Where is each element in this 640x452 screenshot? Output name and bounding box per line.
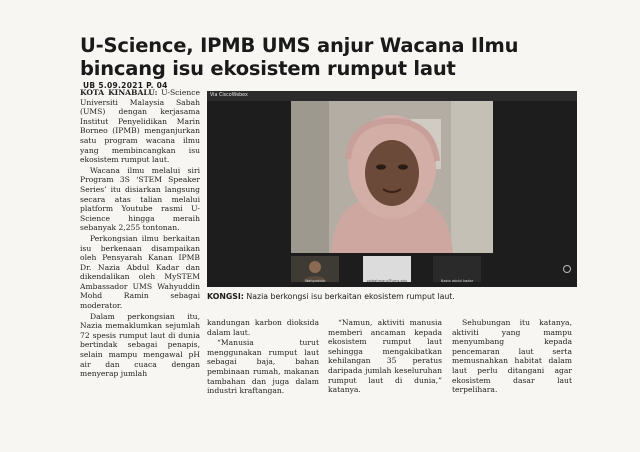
- participant-strip: [207, 253, 577, 287]
- participant-name: Wahyuddin: [304, 279, 326, 283]
- speaker-portrait: [291, 101, 493, 253]
- article-column-1: [80, 88, 200, 380]
- photo-caption: [207, 292, 577, 301]
- article-paragraph: “Manusia turut menggunakan rumput laut sebagai baja, bahan pembinaan rumah, makanan tambahan dan juga dalam industri kraftangan.: [207, 338, 319, 396]
- video-call-photo: [207, 91, 577, 287]
- paragraph-text: U-Science Universiti Malaysia Sabah (UMS) dengan kerjasama Institut Penyelidikan Marin Borneo (IPMB) menganjurkan satu program wacana ilmu yang membincangkan isu ekosistem rumput laut.: [80, 88, 200, 165]
- video-app-label: Via CiscoWebex: [210, 93, 248, 98]
- participant-thumbnail: [363, 256, 411, 282]
- article-paragraph: Wacana ilmu melalui siri Program 3S ‘STEM Speaker Series’ itu disiarkan langsung secara atas talian melalui platform Youtube rasmi U-Science hingga meraih sebanyak 2,255 tontonan.: [80, 165, 200, 233]
- article-column-2: [207, 318, 319, 397]
- article-paragraph: Dalam perkongsian itu, Nazia memaklumkan sejumlah 72 spesis rumput laut di dunia bertindak sebagai penapis, selain mampu mengawal pH air dan cuaca dengan menyerap jumlah: [80, 311, 200, 379]
- participant-name: Nazia abdul kadar: [440, 279, 474, 283]
- dateline: KOTA KINABALU:: [80, 88, 158, 97]
- article-paragraph: kandungan karbon dioksida dalam laut.: [207, 318, 319, 337]
- headline: U-Science, IPMB UMS anjur Wacana Ilmu bincang isu ekosistem rumput laut: [80, 34, 519, 80]
- speaker-video: [291, 101, 493, 253]
- article-paragraph: Perkongsian ilmu berkaitan isu berkenaan disampaikan oleh Pensyarah Kanan IPMB Dr. Nazia Abdul Kadar dan dikendalikan oleh MySTEM Ambassador UMS Wahyuddin Mohd Ramin sebagai moderator.: [80, 233, 200, 311]
- settings-icon: [563, 265, 571, 273]
- participant-thumbnail: [433, 256, 481, 282]
- participant-name: zaidahmaru@ums.edu: [366, 279, 408, 283]
- article-paragraph: Sehubungan itu katanya, aktiviti yang mampu menyumbang kepada pencemaran laut serta memusnahkan habitat dalam laut perlu ditangani agar ekosistem dasar laut terpelihara.: [452, 318, 572, 395]
- article-column-4: [452, 318, 572, 396]
- caption-label: KONGSI:: [207, 292, 244, 301]
- article-paragraph: “Namun, aktiviti manusia memberi ancaman kepada ekosistem rumput laut sehingga mengakibatkan kehilangan 35 peratus daripada jumlah keseluruhan rumput laut di dunia,” katanya.: [328, 318, 442, 395]
- caption-text: Nazia berkongsi isu berkaitan ekosistem rumput laut.: [243, 292, 455, 301]
- article-paragraph: [80, 88, 200, 165]
- participant-thumbnail: [291, 256, 339, 282]
- publication-reference: UB 5.09.2021 P. 04: [83, 81, 168, 90]
- article-column-3: [328, 318, 442, 396]
- video-topbar: [207, 91, 577, 101]
